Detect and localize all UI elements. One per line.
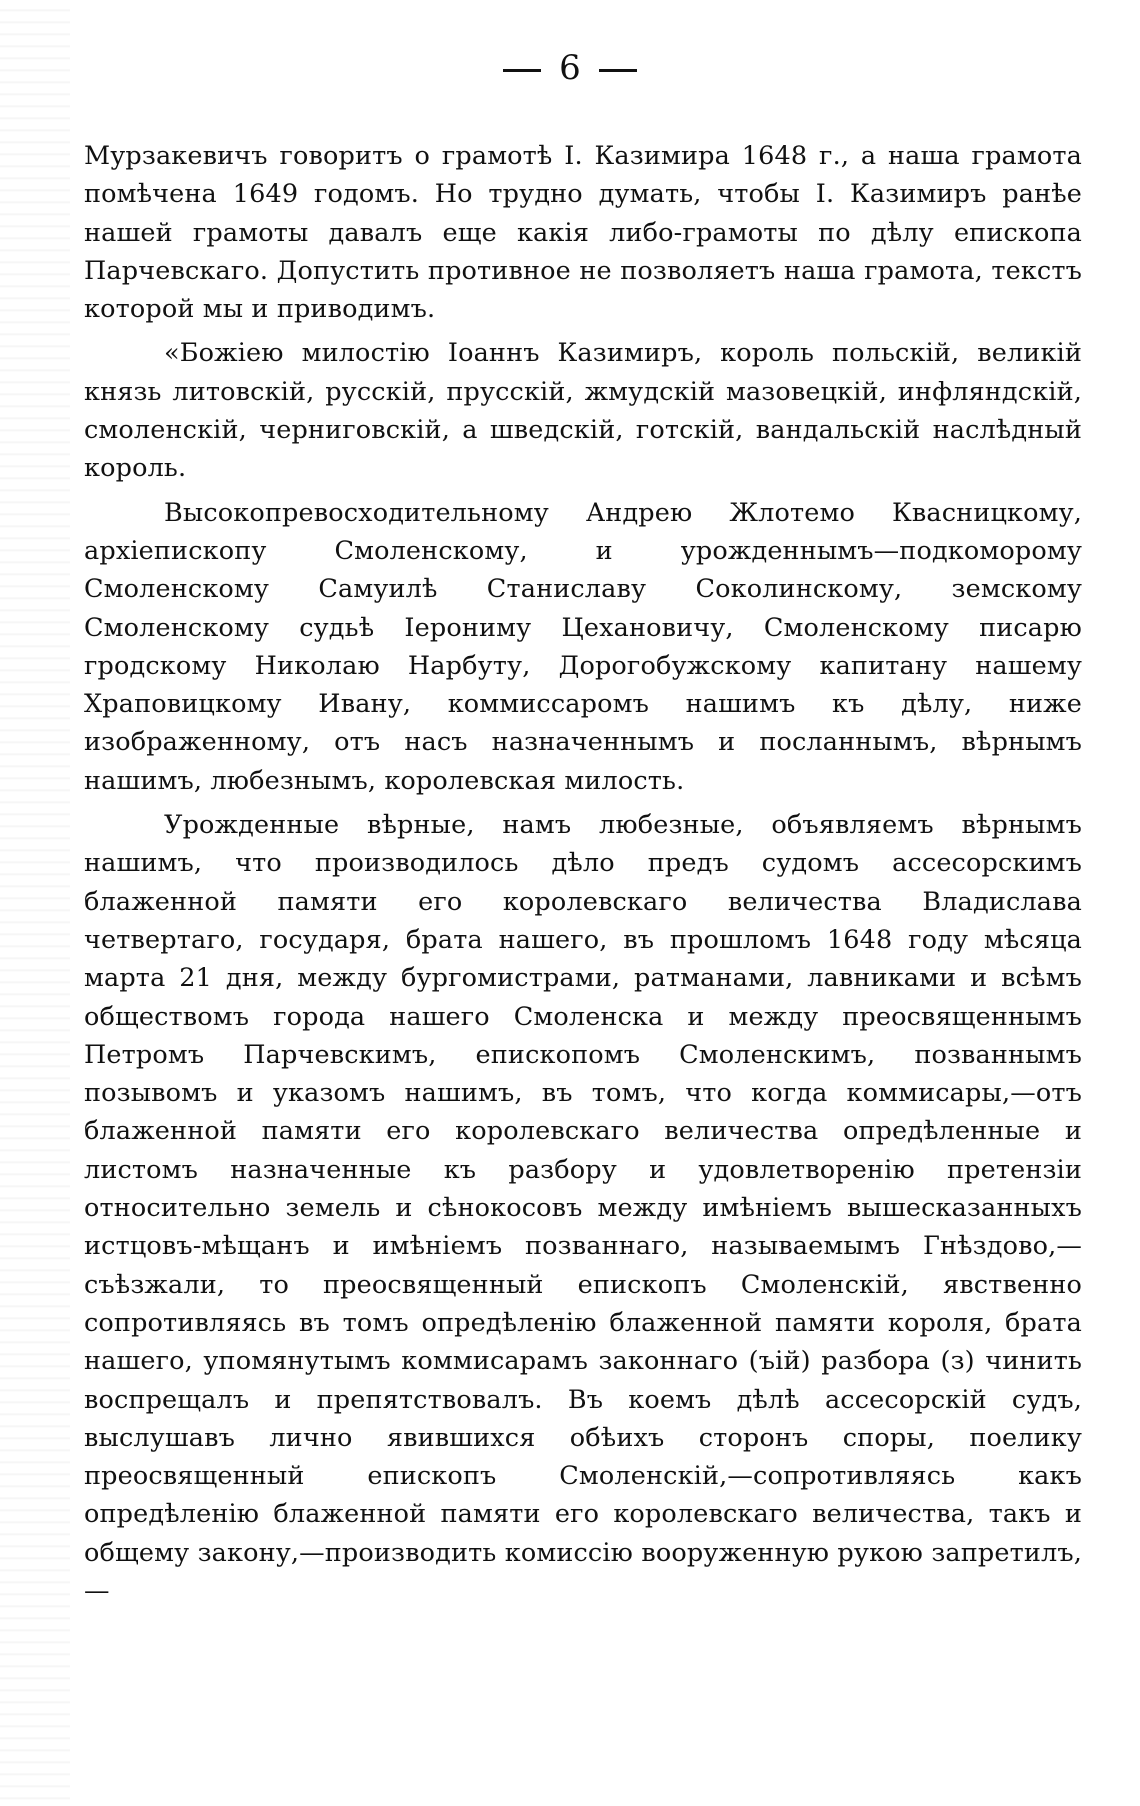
paragraph-4: Урожденные вѣрные, намъ любезные, объявляемъ вѣрнымъ нашимъ, что производилось дѣло предъ судомъ ассесорскимъ блаженной памяти его королевскаго величества Владислава четвертаго, государя, брата нашего, въ прошломъ 1648 году мѣсяца марта 21 дня, между бургомистрами, ратманами, лавниками и всѣмъ обществомъ города нашего Смоленска и между преосвященнымъ Петромъ Парчевскимъ, епископомъ Смоленскимъ, позваннымъ позывомъ и указомъ нашимъ, въ томъ, что когда коммисары,—отъ блаженной памяти его королевскаго величества опредѣленные и листомъ назначенные къ разбору и удовлетворенію претензіи относительно земель и сѣнокосовъ между имѣніемъ вышесказанныхъ истцовъ-мѣщанъ и имѣніемъ позваннаго, называемымъ Гнѣздово,—съѣзжали, то преосвященный епископъ Смоленскій, явственно сопротивляясь въ томъ опредѣленію блаженной памяти короля, брата нашего, упомянутымъ коммисарамъ законнаго (ъій) разбора (з) чинить воспрещалъ и препятствовалъ. Въ коемъ дѣлѣ ассесорскій судъ, выслушавъ лично явившихся обѣихъ сторонъ споры, поелику преосвященный епископъ Смоленскій,—сопротивляясь какъ опредѣленію блаженной памяти его королевскаго величества, такъ и общему закону,—производить комиссію вооруженную рукою запретилъ,— [84,810,1082,1606]
right-dash [599,69,637,72]
page-number: 6 [559,48,581,88]
page-number-header [0,48,1140,88]
scan-margin-noise [0,0,70,1806]
paragraph-1: Мурзакевичъ говоритъ о грамотѣ І. Казимира 1648 г., а наша грамота помѣчена 1649 годомъ. Но трудно думать, чтобы І. Казимиръ ранѣе нашей грамоты давалъ еще какія либо-грамоты по дѣлу епископа Парчевскаго. Допустить противное не позволяетъ наша грамота, текстъ которой мы и приводимъ. [84,141,1082,325]
paragraph-3: Высокопревосходительному Андрею Жлотемо Квасницкому, архіепископу Смоленскому, и урожденнымъ—подкоморому Смоленскому Самуилѣ Станиславу Соколинскому, земскому Смоленскому судьѣ Іерониму Цехановичу, Смоленскому писарю гродскому Николаю Нарбуту, Дорогобужскому капитану нашему Храповицкому Ивану, коммиссаромъ нашимъ къ дѣлу, ниже изображенному, отъ насъ назначеннымъ и посланнымъ, вѣрнымъ нашимъ, любезнымъ, королевская милость. [84,497,1082,796]
paragraph-2: «Божіею милостію Іоаннъ Казимиръ, король польскій, великій князь литовскій, русскій, прусскій, жмудскій мазовецкій, инфляндскій, смоленскій, черниговскій, а шведскій, готскій, вандальскій наслѣдный король. [84,338,1082,484]
left-dash [503,69,541,72]
body-text [84,137,1082,1610]
